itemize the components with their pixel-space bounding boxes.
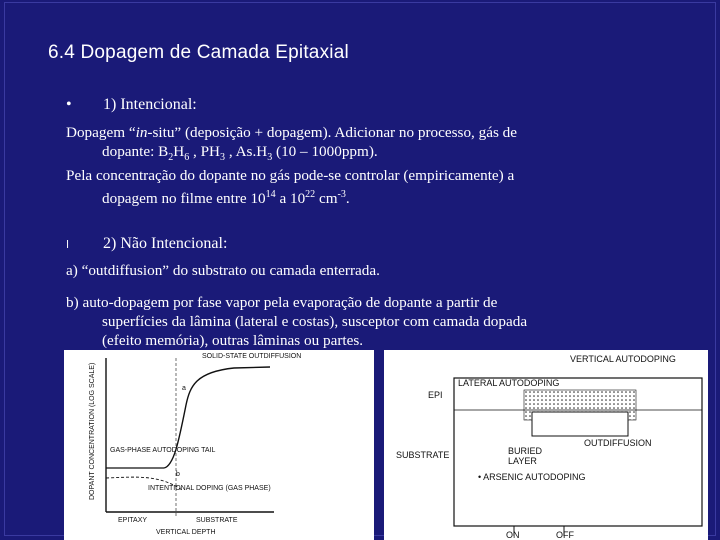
epitaxy-label: EPITAXY xyxy=(118,517,148,524)
arsenic-autodoping-label: • ARSENIC AUTODOPING xyxy=(478,472,586,482)
vertical-autodoping-label: VERTICAL AUTODOPING xyxy=(570,354,676,364)
bullet-marker: l xyxy=(66,238,70,251)
slide-title: 6.4 Dopagem de Camada Epitaxial xyxy=(48,42,349,63)
para-line: dopagem no filme entre $10^{14}$ a $10^{22}$ $cm^{-3}$. xyxy=(102,189,350,208)
off-label: OFF xyxy=(556,530,574,540)
bullet-label: 1) Intencional: xyxy=(103,96,197,113)
para-line: superfícies da lâmina (lateral e costas), susceptor com camada dopada xyxy=(102,313,528,330)
y-axis-label: DOPANT CONCENTRATION (LOG SCALE) xyxy=(89,362,96,500)
intentional-doping-label: INTENTIONAL DOPING (GAS PHASE) xyxy=(148,485,271,492)
para-line: b) auto-dopagem por fase vapor pela evaporação de dopante a partir de xyxy=(66,294,498,311)
lateral-autodoping-label: LATERAL AUTODOPING xyxy=(458,378,560,388)
dopant-profile-graphic xyxy=(64,350,374,540)
layer-label: LAYER xyxy=(508,456,537,466)
para-line: Pela concentração do dopante no gás pode-se controlar (empiricamente) a xyxy=(66,167,515,184)
autodoping-diagram-graphic xyxy=(384,350,708,540)
marker-b: b xyxy=(176,471,180,478)
substrate-label: SUBSTRATE xyxy=(196,517,238,524)
bullet-unintentional xyxy=(66,235,227,253)
bullet-marker: • xyxy=(66,96,72,113)
bullet-label: 2) Não Intencional: xyxy=(103,235,228,252)
paragraph-concentration xyxy=(66,166,514,208)
outdiffusion-label: OUTDIFFUSION xyxy=(584,438,652,448)
on-label: ON xyxy=(506,530,520,540)
para-line: (efeito memória), outras lâminas ou partes. xyxy=(102,332,364,349)
autodoping-diagram-figure xyxy=(384,350,708,540)
para-line: Dopagem “in-situ” (deposição + dopagem). Adicionar no processo, gás de xyxy=(66,124,518,141)
gas-phase-label: GAS-PHASE AUTODOPING TAIL xyxy=(110,447,216,454)
solid-state-label: SOLID-STATE OUTDIFFUSION xyxy=(202,353,302,360)
bullet-intentional xyxy=(66,96,197,114)
paragraph-autodoping xyxy=(66,293,527,350)
paragraph-intentional-doping xyxy=(66,123,517,167)
buried-label: BURIED xyxy=(508,446,543,456)
paragraph-outdiffusion: a) “outdiffusion” do substrato ou camada enterrada. xyxy=(66,262,380,279)
vertical-depth-label: VERTICAL DEPTH xyxy=(156,529,216,536)
dopant-profile-figure xyxy=(64,350,374,540)
epi-label: EPI xyxy=(428,390,443,400)
marker-a: a xyxy=(182,385,186,392)
para-line: dopante: $B_2H_6$ , $PH_3$ , $As.H_3$ (10 – 1000ppm). xyxy=(102,143,378,164)
substrate-label: SUBSTRATE xyxy=(396,450,450,460)
